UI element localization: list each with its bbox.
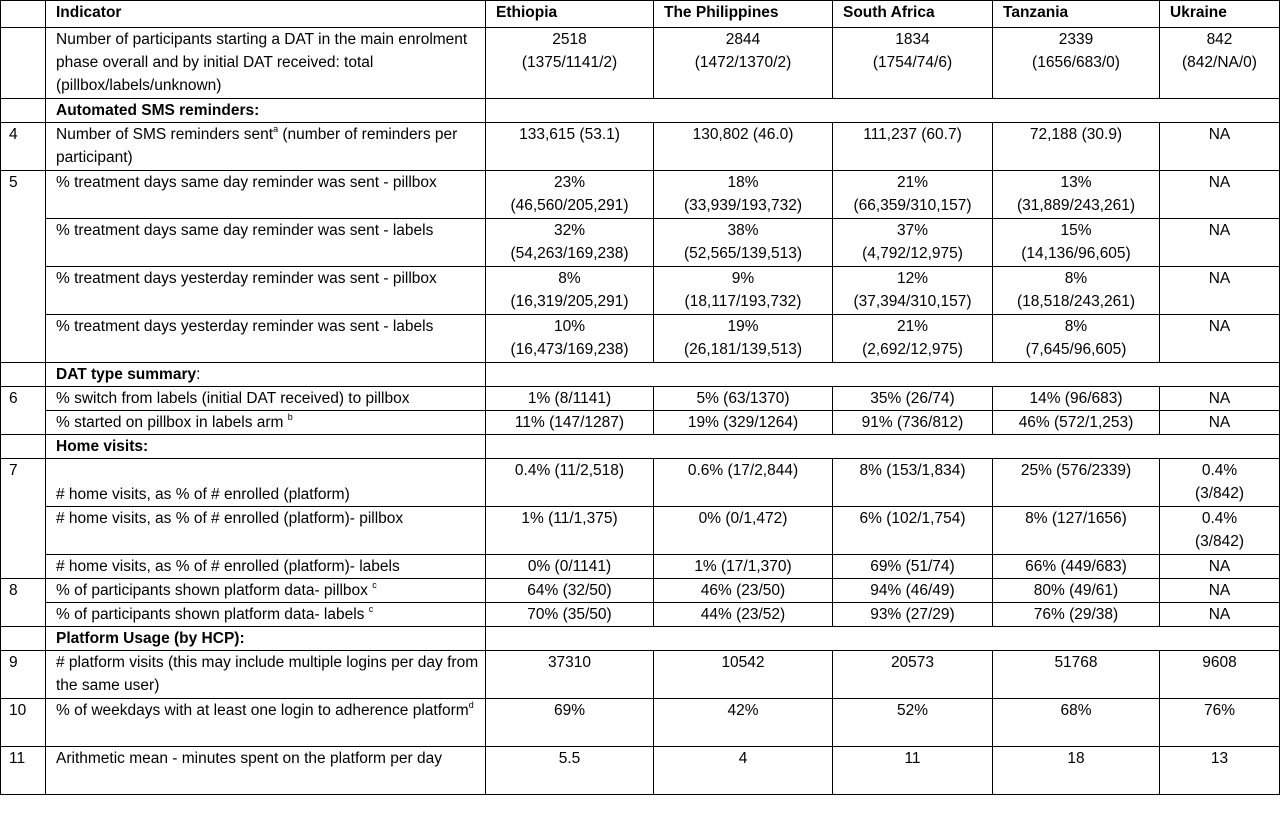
value-cell-ethiopia: 32% (54,263/169,238): [486, 219, 654, 267]
value-cell-philippines: 9% (18,117/193,732): [654, 267, 833, 315]
value-cell-south-africa: 94% (46/49): [833, 579, 993, 603]
value-cell-ethiopia: 1% (8/1141): [486, 387, 654, 411]
indicator-header: Indicator: [46, 1, 486, 28]
value-cell-south-africa: 12% (37,394/310,157): [833, 267, 993, 315]
table-row-home-visits-pillbox: [1, 507, 1280, 555]
table-row-weekday-logins: [1, 699, 1280, 747]
section-row-dat-type: [1, 363, 1280, 387]
value-cell-ethiopia: 0.4% (11/2,518): [486, 459, 654, 507]
value-cell-ukraine: 842 (842/NA/0): [1160, 28, 1280, 99]
table-row-same-day-pillbox: [1, 171, 1280, 219]
footnote-marker: c: [372, 579, 377, 590]
value-cell-south-africa: 21% (66,359/310,157): [833, 171, 993, 219]
footnote-marker: c: [368, 603, 374, 614]
table-row-same-day-labels: [1, 219, 1280, 267]
footnote-marker: a: [273, 123, 279, 134]
value-cell-philippines: 19% (26,181/139,513): [654, 315, 833, 363]
value-cell-ukraine: NA: [1160, 171, 1280, 219]
row-number: [1, 363, 46, 387]
value-cell-south-africa: 91% (736/812): [833, 411, 993, 435]
row-number: 11: [1, 747, 46, 795]
section-row-platform-usage: [1, 627, 1280, 651]
row-number: 5: [1, 171, 46, 363]
row-number: 9: [1, 651, 46, 699]
value-cell-south-africa: 52%: [833, 699, 993, 747]
value-cell-ukraine: NA: [1160, 603, 1280, 627]
value-cell-south-africa: 1834 (1754/74/6): [833, 28, 993, 99]
indicator-label: # home visits, as % of # enrolled (platform)- labels: [46, 555, 486, 579]
value-cell-tanzania: 8% (7,645/96,605): [993, 315, 1160, 363]
row-number: [1, 99, 46, 123]
value-cell-ethiopia: 2518 (1375/1141/2): [486, 28, 654, 99]
row-number: 10: [1, 699, 46, 747]
value-cell-tanzania: 14% (96/683): [993, 387, 1160, 411]
value-cell-philippines: 4: [654, 747, 833, 795]
country-header-ukraine: Ukraine: [1160, 1, 1280, 28]
table-row-home-visits-total: [1, 459, 1280, 507]
row-number: [1, 627, 46, 651]
header-row: [1, 1, 1280, 28]
section-title-home-visits: Home visits:: [46, 435, 486, 459]
row-number: 7: [1, 459, 46, 579]
indicator-label: % treatment days yesterday reminder was sent - labels: [46, 315, 486, 363]
indicator-label: # home visits, as % of # enrolled (platform)- pillbox: [46, 507, 486, 555]
section-title-dat-type: DAT type summary:: [46, 363, 486, 387]
value-cell-ethiopia: 11% (147/1287): [486, 411, 654, 435]
value-cell-tanzania: 72,188 (30.9): [993, 123, 1160, 171]
country-header-south-africa: South Africa: [833, 1, 993, 28]
table-row-pillbox-in-labels-arm: [1, 411, 1280, 435]
table-row-home-visits-labels: [1, 555, 1280, 579]
table-row-shown-data-pillbox: [1, 579, 1280, 603]
indicator-label: % of participants shown platform data- pillbox $^c$: [46, 579, 486, 603]
indicator-label: # home visits, as % of # enrolled (platform): [46, 459, 486, 507]
value-cell-ethiopia: 5.5: [486, 747, 654, 795]
table-row-shown-data-labels: [1, 603, 1280, 627]
indicator-label: # platform visits (this may include multiple logins per day from the same user): [46, 651, 486, 699]
value-cell-south-africa: 37% (4,792/12,975): [833, 219, 993, 267]
value-cell-ethiopia: 8% (16,319/205,291): [486, 267, 654, 315]
section-filler: [486, 435, 1280, 459]
value-cell-tanzania: 8% (127/1656): [993, 507, 1160, 555]
value-cell-tanzania: 8% (18,518/243,261): [993, 267, 1160, 315]
value-cell-ukraine: 76%: [1160, 699, 1280, 747]
section-filler: [486, 627, 1280, 651]
table-row-yesterday-pillbox: [1, 267, 1280, 315]
row-number: [1, 435, 46, 459]
value-cell-tanzania: 66% (449/683): [993, 555, 1160, 579]
indicator-label: % switch from labels (initial DAT received) to pillbox: [46, 387, 486, 411]
value-cell-tanzania: 13% (31,889/243,261): [993, 171, 1160, 219]
value-cell-ethiopia: 70% (35/50): [486, 603, 654, 627]
value-cell-philippines: 130,802 (46.0): [654, 123, 833, 171]
table-row-platform-visits: [1, 651, 1280, 699]
value-cell-tanzania: 18: [993, 747, 1160, 795]
value-cell-tanzania: 25% (576/2339): [993, 459, 1160, 507]
value-cell-south-africa: 8% (153/1,834): [833, 459, 993, 507]
value-cell-ethiopia: 0% (0/1141): [486, 555, 654, 579]
table-row-switch-labels-to-pillbox: [1, 387, 1280, 411]
value-cell-ukraine: NA: [1160, 411, 1280, 435]
value-cell-philippines: 19% (329/1264): [654, 411, 833, 435]
value-cell-ethiopia: 23% (46,560/205,291): [486, 171, 654, 219]
value-cell-ethiopia: 10% (16,473/169,238): [486, 315, 654, 363]
section-row-sms: [1, 99, 1280, 123]
row-number: 8: [1, 579, 46, 627]
section-filler: [486, 363, 1280, 387]
value-cell-tanzania: 2339 (1656/683/0): [993, 28, 1160, 99]
value-cell-tanzania: 15% (14,136/96,605): [993, 219, 1160, 267]
value-cell-south-africa: 69% (51/74): [833, 555, 993, 579]
country-header-ethiopia: Ethiopia: [486, 1, 654, 28]
value-cell-philippines: 18% (33,939/193,732): [654, 171, 833, 219]
value-cell-philippines: 44% (23/52): [654, 603, 833, 627]
value-cell-philippines: 5% (63/1370): [654, 387, 833, 411]
indicator-label: % treatment days same day reminder was sent - labels: [46, 219, 486, 267]
indicator-label: % treatment days yesterday reminder was sent - pillbox: [46, 267, 486, 315]
section-title-platform-usage: Platform Usage (by HCP):: [46, 627, 486, 651]
row-number: 4: [1, 123, 46, 171]
value-cell-philippines: 1% (17/1,370): [654, 555, 833, 579]
value-cell-tanzania: 46% (572/1,253): [993, 411, 1160, 435]
value-cell-tanzania: 80% (49/61): [993, 579, 1160, 603]
value-cell-ukraine: NA: [1160, 579, 1280, 603]
value-cell-ethiopia: 64% (32/50): [486, 579, 654, 603]
indicator-label: % treatment days same day reminder was sent - pillbox: [46, 171, 486, 219]
number-header: [1, 1, 46, 28]
value-cell-ukraine: NA: [1160, 315, 1280, 363]
country-header-philippines: The Philippines: [654, 1, 833, 28]
value-cell-philippines: 42%: [654, 699, 833, 747]
value-cell-ukraine: NA: [1160, 123, 1280, 171]
indicator-label: % started on pillbox in labels arm $^b$: [46, 411, 486, 435]
value-cell-ethiopia: 37310: [486, 651, 654, 699]
value-cell-philippines: 38% (52,565/139,513): [654, 219, 833, 267]
value-cell-philippines: 0.6% (17/2,844): [654, 459, 833, 507]
indicator-label: % of participants shown platform data- labels $^c$: [46, 603, 486, 627]
value-cell-ukraine: NA: [1160, 555, 1280, 579]
row-number: [1, 28, 46, 99]
footnote-marker: b: [287, 411, 293, 422]
value-cell-ukraine: NA: [1160, 219, 1280, 267]
value-cell-tanzania: 68%: [993, 699, 1160, 747]
value-cell-south-africa: 111,237 (60.7): [833, 123, 993, 171]
value-cell-ukraine: 0.4% (3/842): [1160, 507, 1280, 555]
indicator-label: Arithmetic mean - minutes spent on the platform per day: [46, 747, 486, 795]
value-cell-south-africa: 35% (26/74): [833, 387, 993, 411]
indicator-label: Number of participants starting a DAT in the main enrolment phase overall and by initial DAT received: total (pillbox/labels/unknown): [46, 28, 486, 99]
value-cell-ethiopia: 1% (11/1,375): [486, 507, 654, 555]
value-cell-ethiopia: 69%: [486, 699, 654, 747]
footnote-marker: d: [468, 699, 474, 710]
section-filler: [486, 99, 1280, 123]
section-title-sms: Automated SMS reminders:: [46, 99, 486, 123]
row-number: 6: [1, 387, 46, 435]
value-cell-south-africa: 6% (102/1,754): [833, 507, 993, 555]
indicator-label: % of weekdays with at least one login to adherence platform$^d$: [46, 699, 486, 747]
value-cell-ukraine: 9608: [1160, 651, 1280, 699]
value-cell-south-africa: 21% (2,692/12,975): [833, 315, 993, 363]
value-cell-tanzania: 76% (29/38): [993, 603, 1160, 627]
value-cell-ukraine: 13: [1160, 747, 1280, 795]
value-cell-philippines: 46% (23/50): [654, 579, 833, 603]
value-cell-ukraine: 0.4% (3/842): [1160, 459, 1280, 507]
value-cell-ukraine: NA: [1160, 267, 1280, 315]
value-cell-south-africa: 11: [833, 747, 993, 795]
value-cell-tanzania: 51768: [993, 651, 1160, 699]
value-cell-philippines: 2844 (1472/1370/2): [654, 28, 833, 99]
table-row-mean-minutes: [1, 747, 1280, 795]
value-cell-ukraine: NA: [1160, 387, 1280, 411]
value-cell-south-africa: 20573: [833, 651, 993, 699]
country-header-tanzania: Tanzania: [993, 1, 1160, 28]
table-row-participants-start: [1, 28, 1280, 99]
indicator-label: Number of SMS reminders sent$^a$ (number of reminders per participant): [46, 123, 486, 171]
value-cell-philippines: 0% (0/1,472): [654, 507, 833, 555]
section-row-home-visits: [1, 435, 1280, 459]
value-cell-south-africa: 93% (27/29): [833, 603, 993, 627]
table-row-sms-sent: [1, 123, 1280, 171]
value-cell-ethiopia: 133,615 (53.1): [486, 123, 654, 171]
table-row-yesterday-labels: [1, 315, 1280, 363]
value-cell-philippines: 10542: [654, 651, 833, 699]
